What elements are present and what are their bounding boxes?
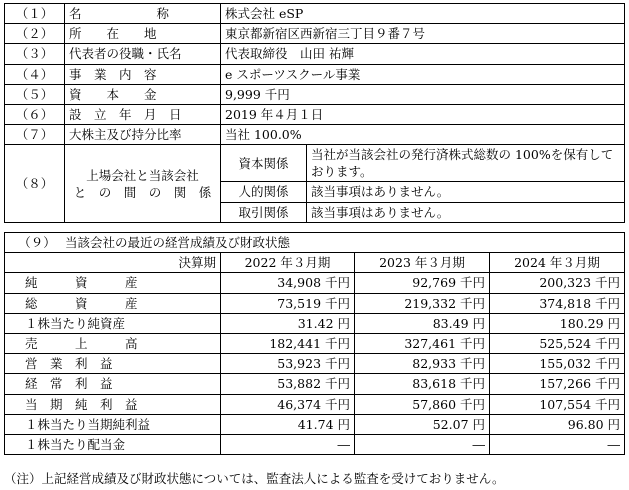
relation-kind: 資本関係 bbox=[221, 145, 307, 182]
financial-row-label: 営 業 利 益 bbox=[5, 354, 221, 374]
table-row bbox=[5, 354, 625, 374]
row-value: 株式会社 eSP bbox=[221, 4, 625, 24]
financial-title: 当該会社の最近の経営成績及び財政状態 bbox=[65, 235, 291, 251]
financial-value: 73,519 千円 bbox=[221, 293, 355, 313]
table-row bbox=[5, 313, 625, 333]
financial-value: 83.49 円 bbox=[355, 313, 490, 333]
relation-text: 該当事項はありません。 bbox=[307, 202, 625, 222]
financial-value: 107,554 千円 bbox=[490, 394, 625, 414]
financial-row-label: １株当たり純資産 bbox=[5, 313, 221, 333]
financial-value: 182,441 千円 bbox=[221, 333, 355, 353]
financial-title-cell bbox=[5, 233, 625, 253]
table-row bbox=[5, 273, 625, 293]
table-row bbox=[5, 4, 625, 24]
row-value: 当社 100.0% bbox=[221, 125, 625, 145]
row-number: （６） bbox=[5, 104, 65, 124]
table-row bbox=[5, 125, 625, 145]
table-row bbox=[5, 233, 625, 253]
financial-value: 34,908 千円 bbox=[221, 273, 355, 293]
table-row bbox=[5, 84, 625, 104]
period-header: 2022 年３月期 bbox=[221, 253, 355, 273]
relation-kind: 人的関係 bbox=[221, 182, 307, 202]
financial-value: ― bbox=[221, 434, 355, 454]
company-overview-table bbox=[4, 3, 625, 223]
financial-value: 157,266 千円 bbox=[490, 374, 625, 394]
relation-text: 該当事項はありません。 bbox=[307, 182, 625, 202]
table-row bbox=[5, 333, 625, 353]
financial-value: 92,769 千円 bbox=[355, 273, 490, 293]
financial-value: ― bbox=[490, 434, 625, 454]
table-row bbox=[5, 24, 625, 44]
row-value: e スポーツスクール事業 bbox=[221, 64, 625, 84]
financial-value: 374,818 千円 bbox=[490, 293, 625, 313]
row-label: 所 在 地 bbox=[65, 24, 221, 44]
financial-value: 57,860 千円 bbox=[355, 394, 490, 414]
row-number: （３） bbox=[5, 44, 65, 64]
period-label: 決算期 bbox=[5, 253, 221, 273]
row-number: （４） bbox=[5, 64, 65, 84]
table-row bbox=[5, 374, 625, 394]
period-header: 2023 年３月期 bbox=[355, 253, 490, 273]
financial-value: 219,332 千円 bbox=[355, 293, 490, 313]
row-label: 資 本 金 bbox=[65, 84, 221, 104]
financial-value: 41.74 円 bbox=[221, 414, 355, 434]
table-row bbox=[5, 434, 625, 454]
row-label: 事 業 内 容 bbox=[65, 64, 221, 84]
financial-value: 46,374 千円 bbox=[221, 394, 355, 414]
relation-label-line1: 上場会社と当該会社 bbox=[86, 167, 199, 183]
table-row bbox=[5, 44, 625, 64]
financial-row-label: 当 期 純 利 益 bbox=[5, 394, 221, 414]
table-row bbox=[5, 253, 625, 273]
financial-value: 53,923 千円 bbox=[221, 354, 355, 374]
financial-value: 96.80 円 bbox=[490, 414, 625, 434]
financial-row-label: 純 資 産 bbox=[5, 273, 221, 293]
row-number: （９） bbox=[18, 235, 56, 251]
financial-value: 52.07 円 bbox=[355, 414, 490, 434]
financial-row-label: 総 資 産 bbox=[5, 293, 221, 313]
row-number: （１） bbox=[5, 4, 65, 24]
table-row bbox=[5, 104, 625, 124]
row-value: 2019 年４月１日 bbox=[221, 104, 625, 124]
table-row bbox=[5, 394, 625, 414]
financial-row-label: 売 上 高 bbox=[5, 333, 221, 353]
row-number: （７） bbox=[5, 125, 65, 145]
relation-label-line2: と の 間 の 関 係 bbox=[73, 184, 212, 200]
financial-value: 82,933 千円 bbox=[355, 354, 490, 374]
row-label: 代表者の役職・氏名 bbox=[65, 44, 221, 64]
row-number: （８） bbox=[5, 145, 65, 222]
relation-kind: 取引関係 bbox=[221, 202, 307, 222]
row-label: 設 立 年 月 日 bbox=[65, 104, 221, 124]
row-value: 9,999 千円 bbox=[221, 84, 625, 104]
row-label: 名 称 bbox=[65, 4, 221, 24]
table-row bbox=[5, 64, 625, 84]
table-row bbox=[5, 414, 625, 434]
financial-value: 83,618 千円 bbox=[355, 374, 490, 394]
financial-value: 525,524 千円 bbox=[490, 333, 625, 353]
relation-label bbox=[65, 145, 221, 222]
row-value: 代表取締役 山田 祐輝 bbox=[221, 44, 625, 64]
table-row bbox=[5, 293, 625, 313]
row-value: 東京都新宿区西新宿三丁目９番７号 bbox=[221, 24, 625, 44]
row-number: （５） bbox=[5, 84, 65, 104]
financial-value: 327,461 千円 bbox=[355, 333, 490, 353]
financial-value: 200,323 千円 bbox=[490, 273, 625, 293]
relation-text: 当社が当該会社の発行済株式総数の 100%を保有しております。 bbox=[307, 145, 625, 182]
footnote: （注）上記経営成績及び財政状態については、監査法人による監査を受けておりません。 bbox=[4, 471, 505, 486]
financial-row-label: 経 常 利 益 bbox=[5, 374, 221, 394]
financial-value: 31.42 円 bbox=[221, 313, 355, 333]
table-row bbox=[5, 145, 625, 182]
financial-value: 155,032 千円 bbox=[490, 354, 625, 374]
financial-value: ― bbox=[355, 434, 490, 454]
financial-row-label: １株当たり配当金 bbox=[5, 434, 221, 454]
row-label: 大株主及び持分比率 bbox=[65, 125, 221, 145]
row-number: （２） bbox=[5, 24, 65, 44]
financial-row-label: １株当たり当期純利益 bbox=[5, 414, 221, 434]
period-header: 2024 年３月期 bbox=[490, 253, 625, 273]
financial-value: 53,882 千円 bbox=[221, 374, 355, 394]
financial-value: 180.29 円 bbox=[490, 313, 625, 333]
financial-table bbox=[4, 232, 625, 455]
